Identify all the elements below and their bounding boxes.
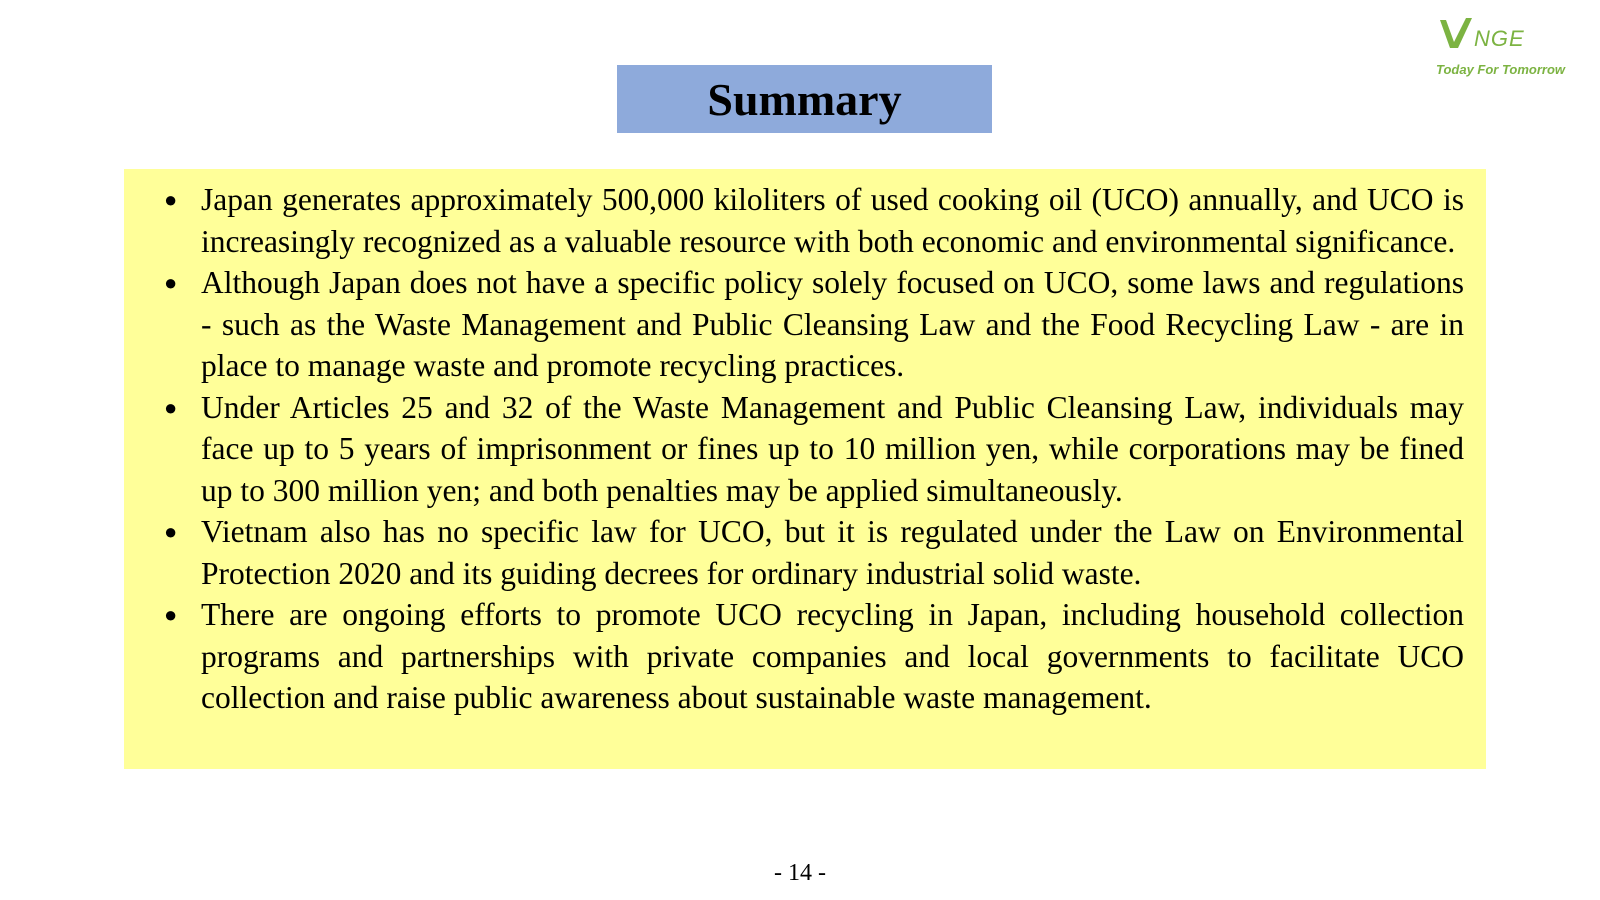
page-title: Summary	[707, 73, 902, 125]
summary-item-text: Vietnam also has no specific law for UCO, but it is regulated under the Law on Environmental Protection 2020 and its guiding decrees for ordinary industrial solid waste.	[201, 514, 1464, 591]
page-number: - 14 -	[774, 860, 826, 886]
vnge-logo	[1436, 14, 1596, 84]
bullet-icon: ●	[164, 519, 178, 544]
title-banner	[617, 65, 992, 133]
summary-item	[164, 262, 1464, 387]
summary-item	[164, 179, 1464, 262]
bullet-icon: ●	[164, 187, 178, 212]
summary-item-text: Although Japan does not have a specific policy solely focused on UCO, some laws and regulations - such as the Waste Management and Public Cleansing Law and the Food Recycling Law - are in place to manage waste and promote recycling practices.	[201, 265, 1464, 383]
logo-tagline: Today For Tomorrow	[1436, 62, 1566, 77]
summary-item-text: There are ongoing efforts to promote UCO recycling in Japan, including household collection programs and partnerships with private companies and local governments to facilitate UCO collection and raise public awareness about sustainable waste management.	[201, 597, 1464, 715]
summary-item-text: Japan generates approximately 500,000 kiloliters of used cooking oil (UCO) annually, and UCO is increasingly recognized as a valuable resource with both economic and environmental significance.	[201, 182, 1464, 259]
summary-item	[164, 511, 1464, 594]
summary-panel	[124, 169, 1486, 769]
logo-wordmark: NGE	[1474, 26, 1525, 51]
logo-v-mark-icon	[1436, 14, 1476, 54]
bullet-icon: ●	[164, 602, 178, 627]
summary-item-text: Under Articles 25 and 32 of the Waste Management and Public Cleansing Law, individuals may face up to 5 years of imprisonment or fines up to 10 million yen, while corporations may be fined up to 300 million yen; and both penalties may be applied simultaneously.	[201, 389, 1464, 508]
summary-item	[164, 594, 1464, 719]
summary-item	[164, 387, 1464, 512]
summary-list	[164, 179, 1464, 719]
bullet-icon: ●	[164, 394, 178, 420]
bullet-icon: ●	[164, 270, 178, 295]
